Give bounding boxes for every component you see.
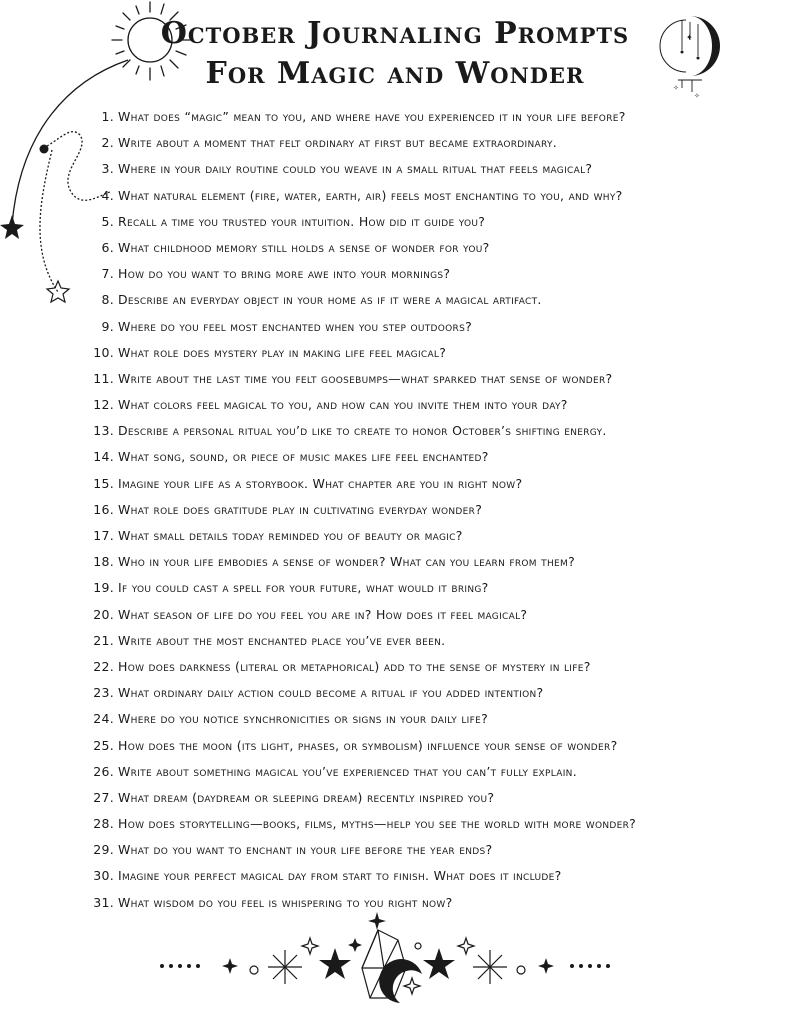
prompt-item	[60, 811, 775, 837]
prompt-item	[60, 575, 775, 601]
prompt-text: What dream (daydream or sleeping dream) recently inspired you?	[118, 789, 495, 805]
prompt-text: Write about a moment that felt ordinary at first but became extraordinary.	[118, 135, 558, 151]
prompt-item	[60, 706, 775, 732]
prompt-item	[60, 523, 775, 549]
prompt-text: What natural element (fire, water, earth, air) feels most enchanting to you, and why?	[118, 187, 623, 203]
prompt-item	[60, 314, 775, 340]
prompt-item	[60, 261, 775, 287]
prompt-number: 26.	[93, 763, 114, 779]
title-line-1: October Journaling Prompts	[160, 16, 630, 51]
prompt-item	[60, 156, 775, 182]
prompt-text: Imagine your life as a storybook. What chapter are you in right now?	[118, 475, 523, 491]
prompt-number: 23.	[93, 685, 114, 701]
prompt-text: What colors feel magical to you, and how can you invite them into your day?	[118, 397, 568, 413]
prompt-number: 5.	[101, 213, 114, 229]
prompt-number: 24.	[93, 711, 114, 727]
prompt-text: Who in your life embodies a sense of wonder? What can you learn from them?	[118, 554, 575, 570]
prompt-number: 20.	[93, 606, 114, 622]
prompt-number: 25.	[93, 737, 114, 753]
prompt-number: 10.	[93, 344, 114, 360]
prompt-number: 7.	[101, 266, 114, 282]
prompt-item	[60, 863, 775, 889]
prompt-text: Imagine your perfect magical day from start to finish. What does it include?	[118, 868, 562, 884]
prompt-text: What wisdom do you feel is whispering to you right now?	[118, 894, 453, 910]
prompt-item	[60, 183, 775, 209]
prompt-text: How does the moon (its light, phases, or symbolism) influence your sense of wonder?	[118, 737, 618, 753]
prompt-item	[60, 628, 775, 654]
prompt-text: What do you want to enchant in your life before the year ends?	[118, 842, 493, 858]
prompt-item	[60, 340, 775, 366]
prompt-text: Write about the most enchanted place you’ve ever been.	[118, 632, 446, 648]
prompt-number: 27.	[93, 789, 114, 805]
prompt-number: 18.	[93, 554, 114, 570]
prompt-text: What small details today reminded you of beauty or magic?	[118, 528, 463, 543]
prompt-item	[60, 785, 775, 811]
prompt-number: 6.	[101, 239, 114, 255]
svg-text:✧: ✧	[694, 92, 700, 100]
prompt-item	[60, 366, 775, 392]
prompt-text: What role does gratitude play in cultivating everyday wonder?	[118, 501, 483, 517]
prompt-number: 29.	[93, 842, 114, 858]
prompt-item	[60, 471, 775, 497]
prompt-text: What childhood memory still holds a sense of wonder for you?	[118, 239, 490, 255]
svg-text:✧: ✧	[673, 84, 679, 92]
prompt-text: If you could cast a spell for your future, what would it bring?	[118, 580, 489, 596]
prompt-number: 12.	[93, 397, 114, 413]
prompt-text: How does darkness (literal or metaphorical) add to the sense of mystery in life?	[118, 658, 591, 674]
prompt-item	[60, 418, 775, 444]
prompt-item	[60, 837, 775, 863]
prompt-number: 4.	[101, 187, 114, 203]
prompt-number: 3.	[101, 161, 114, 177]
page-title	[0, 14, 790, 94]
title-line-2: For Magic and Wonder	[205, 56, 585, 91]
prompt-number: 13.	[93, 423, 114, 439]
prompt-number: 1.	[101, 109, 114, 124]
prompt-text: What does “magic” mean to you, and where have you experienced it in your life before?	[118, 109, 626, 124]
prompt-item	[60, 235, 775, 261]
prompt-number: 8.	[101, 292, 114, 308]
prompt-number: 22.	[93, 658, 114, 674]
prompt-item	[60, 733, 775, 759]
prompt-text: Where in your daily routine could you weave in a small ritual that feels magical?	[118, 161, 593, 177]
prompt-item	[60, 209, 775, 235]
prompt-item	[60, 104, 775, 130]
prompt-number: 19.	[93, 580, 114, 596]
prompt-number: 17.	[93, 528, 114, 543]
prompt-item	[60, 392, 775, 418]
prompt-text: Describe a personal ritual you’d like to create to honor October’s shifting energy.	[118, 423, 607, 439]
prompt-text: Where do you feel most enchanted when you step outdoors?	[118, 318, 473, 334]
prompt-text: What ordinary daily action could become a ritual if you added intention?	[118, 685, 544, 701]
prompt-text: How does storytelling—books, films, myths—help you see the world with more wonder?	[118, 816, 637, 832]
prompt-item	[60, 759, 775, 785]
prompt-list	[60, 104, 775, 916]
prompt-text: How do you want to bring more awe into your mornings?	[118, 266, 451, 282]
prompt-item	[60, 444, 775, 470]
prompt-item	[60, 497, 775, 523]
prompt-text: Where do you notice synchronicities or signs in your daily life?	[118, 711, 489, 727]
prompt-number: 30.	[93, 868, 114, 884]
prompt-number: 2.	[101, 135, 114, 151]
crystal-moon-divider-icon	[150, 908, 640, 1013]
prompt-text: What song, sound, or piece of music makes life feel enchanted?	[118, 449, 489, 465]
prompt-item	[60, 130, 775, 156]
prompt-text: Recall a time you trusted your intuition. How did it guide you?	[118, 213, 486, 229]
prompt-item	[60, 287, 775, 313]
prompt-text: Write about something magical you’ve experienced that you can’t fully explain.	[118, 763, 577, 779]
prompt-text: What season of life do you feel you are in? How does it feel magical?	[118, 606, 528, 622]
prompt-number: 28.	[93, 816, 114, 832]
prompt-item	[60, 654, 775, 680]
prompt-item	[60, 680, 775, 706]
prompt-number: 16.	[93, 501, 114, 517]
prompt-text: Describe an everyday object in your home as if it were a magical artifact.	[118, 292, 542, 308]
prompt-number: 21.	[93, 632, 114, 648]
prompt-item	[60, 549, 775, 575]
prompt-number: 15.	[93, 475, 114, 491]
prompt-number: 14.	[93, 449, 114, 465]
prompt-number: 31.	[93, 894, 114, 910]
prompt-number: 9.	[101, 318, 114, 334]
prompt-text: What role does mystery play in making life feel magical?	[118, 344, 447, 360]
prompt-text: Write about the last time you felt goosebumps—what sparked that sense of wonder?	[118, 370, 613, 386]
svg-text:✦: ✦	[686, 33, 693, 42]
prompt-number: 11.	[93, 370, 114, 386]
prompt-item	[60, 602, 775, 628]
